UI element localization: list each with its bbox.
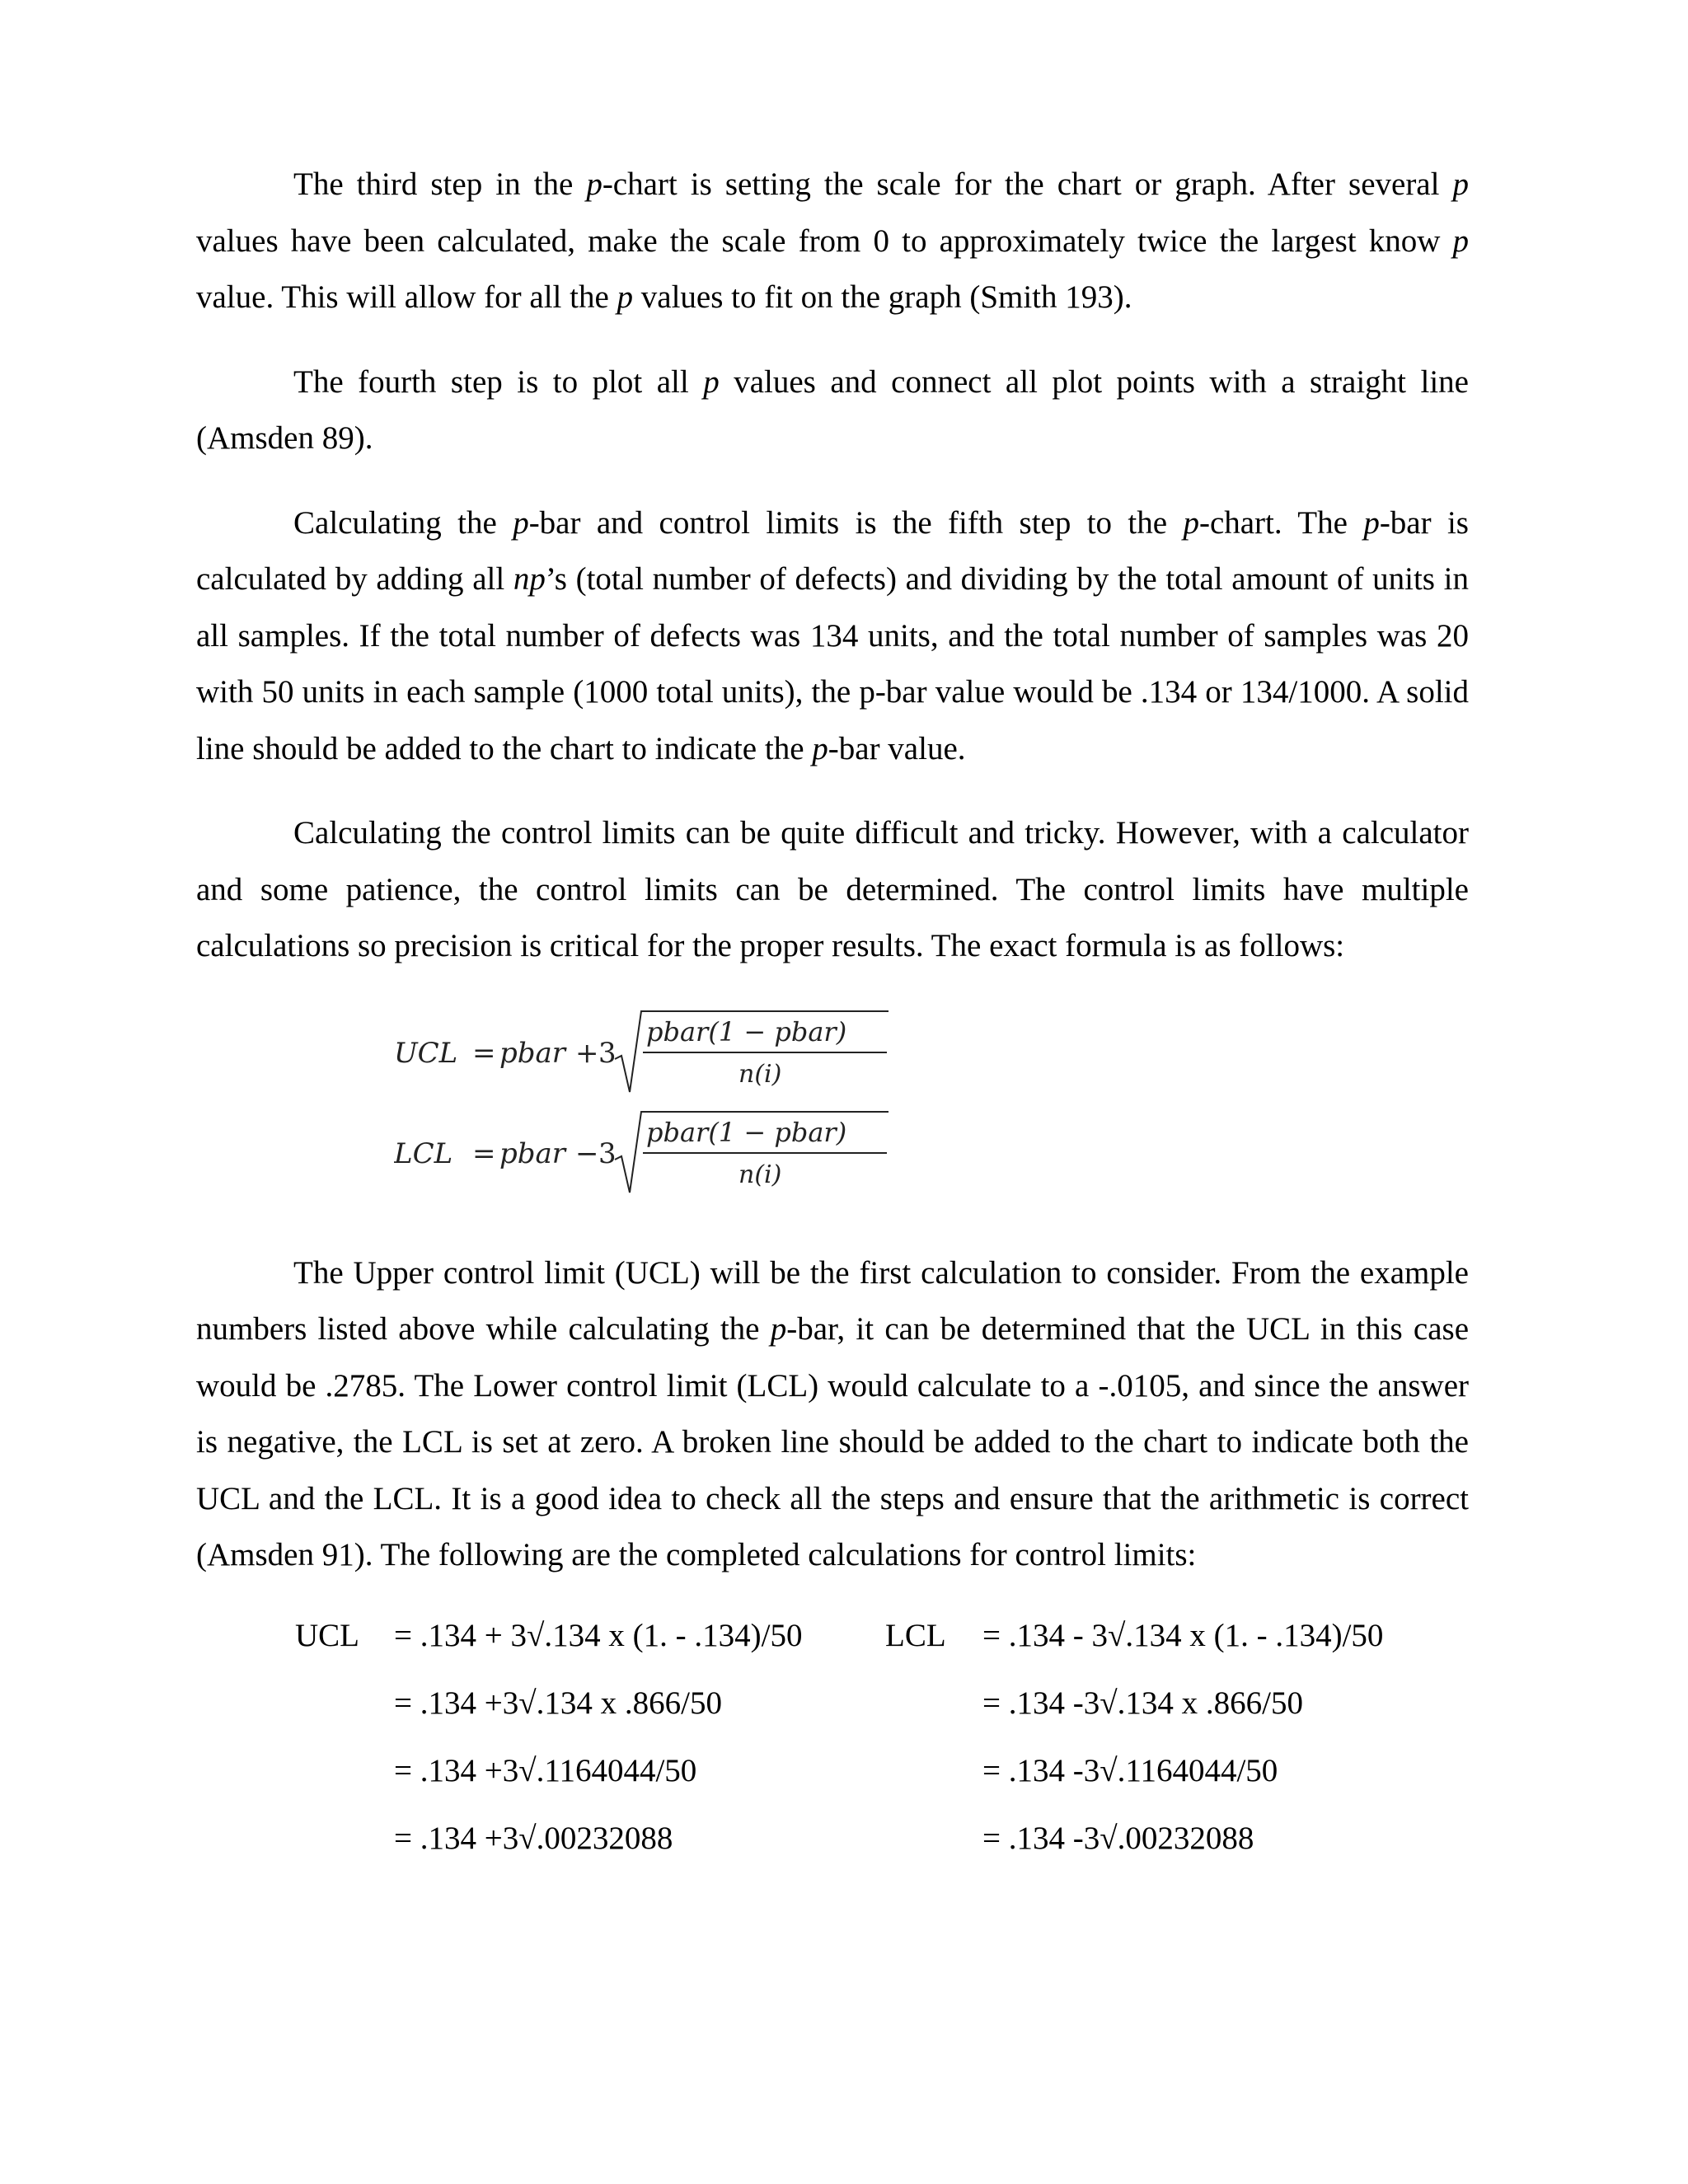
text-run: value. This will allow for all the: [196, 279, 617, 315]
text-run: values to fit on the graph (Smith 193).: [633, 279, 1132, 315]
lcl-calc-label: LCL: [885, 1617, 946, 1653]
lcl-formula-operator: −: [575, 1137, 599, 1170]
italic-variable: p: [770, 1311, 787, 1347]
ucl-calc-line: = .134 + 3√.134 x (1. - .134)/50: [394, 1617, 803, 1653]
paragraph-fifth-step: [196, 495, 1469, 778]
italic-variable: np: [513, 561, 546, 597]
text-run: The Upper control limit (UCL) will be the first calculation to consider. From the example numbers listed above while calculating the: [196, 1254, 1469, 1347]
lcl-calc-line: = .134 -3√.134 x .866/50: [982, 1685, 1303, 1721]
italic-variable: p: [586, 166, 603, 202]
lcl-calc-line: = .134 -3√.00232088: [982, 1820, 1254, 1856]
italic-variable: p: [703, 363, 720, 400]
ucl-formula-equals: =: [472, 1036, 496, 1070]
paragraph-ucl-lcl-explanation: [196, 1245, 1469, 1584]
ucl-calc-line: = .134 +3√.00232088: [394, 1820, 673, 1856]
ucl-calc-label: UCL: [295, 1617, 359, 1653]
italic-variable: p: [1452, 223, 1469, 259]
text-run: values have been calculated, make the scale from 0 to approximately twice the largest know: [196, 223, 1453, 259]
lcl-calc-line: = .134 - 3√.134 x (1. - .134)/50: [982, 1617, 1384, 1653]
ucl-formula-graphic: [394, 1006, 889, 1097]
text-run: values and connect all plot points with a straight line (Amsden 89).: [196, 363, 1469, 456]
lcl-calc-line: = .134 -3√.1164044/50: [982, 1752, 1278, 1788]
italic-variable: p: [812, 730, 828, 766]
ucl-formula: [394, 1006, 889, 1097]
italic-variable: p: [617, 279, 634, 315]
paragraph-third-step: [196, 157, 1469, 326]
lcl-formula-lhs: LCL: [394, 1137, 453, 1170]
document-page: [196, 157, 1469, 1897]
text-run: The third step in the: [293, 166, 587, 202]
control-limit-formulas: [196, 1006, 1469, 1204]
text-run: Calculating the control limits can be quite difficult and tricky. However, with a calculator and some patience, the control limits can be determined. The control limits have multiple calculations so precision is critical for the proper results. The exact formula is as follows:: [196, 815, 1469, 963]
control-limit-calculations: [196, 1617, 1469, 1897]
text-run: -bar is calculated by adding all: [196, 504, 1469, 597]
text-run: -bar, it can be determined that the UCL in this case would be .2785. The Lower control limit (LCL) would calculate to a -.0105, and since the answer is negative, the LCL is set at zero. A broken line should be added to the chart to indicate both the UCL and the LCL. It is a good idea to check all the steps and ensure that the arithmetic is correct (Amsden 91). The following are the completed calculations for control limits:: [196, 1311, 1470, 1572]
italic-variable: p: [1183, 504, 1199, 541]
text-run: Calculating the: [293, 504, 513, 541]
lcl-formula-pbar: pbar: [499, 1137, 566, 1170]
lcl-formula-denominator: n(i): [738, 1160, 782, 1189]
italic-variable: p: [1363, 504, 1380, 541]
ucl-calc-line: = .134 +3√.134 x .866/50: [394, 1685, 722, 1721]
italic-variable: p: [1452, 166, 1469, 202]
ucl-formula-pbar: pbar: [499, 1036, 566, 1070]
lcl-formula: [394, 1107, 889, 1197]
paragraph-control-limits-intro: [196, 805, 1469, 975]
paragraph-fourth-step: [196, 354, 1469, 467]
text-run: -bar and control limits is the fifth step to the: [528, 504, 1184, 541]
ucl-formula-numerator: pbar(1 − pbar): [646, 1015, 847, 1047]
italic-variable: p: [513, 504, 529, 541]
lcl-formula-coefficient: 3: [598, 1137, 617, 1170]
ucl-calc-line: = .134 +3√.1164044/50: [394, 1752, 697, 1788]
ucl-formula-coefficient: 3: [598, 1036, 617, 1070]
text-run: -bar value.: [828, 730, 966, 766]
text-run: -chart is setting the scale for the chart or graph. After several: [602, 166, 1453, 202]
ucl-formula-operator: +: [575, 1036, 599, 1070]
lcl-formula-numerator: pbar(1 − pbar): [646, 1116, 847, 1148]
lcl-formula-graphic: [394, 1107, 889, 1197]
text-run: The fourth step is to plot all: [293, 363, 704, 400]
text-run: -chart. The: [1198, 504, 1364, 541]
lcl-formula-equals: =: [472, 1137, 496, 1170]
ucl-formula-denominator: n(i): [738, 1059, 782, 1089]
ucl-formula-lhs: UCL: [394, 1036, 458, 1070]
text-run: ’s (total number of defects) and dividing by the total amount of units in all samples. If the total number of defects was 134 units, and the total number of samples was 20 with 50 units in each sample (1000 total units), the p-bar value would be .134 or 134/1000. A solid line should be added to the chart to indicate the: [196, 561, 1469, 766]
